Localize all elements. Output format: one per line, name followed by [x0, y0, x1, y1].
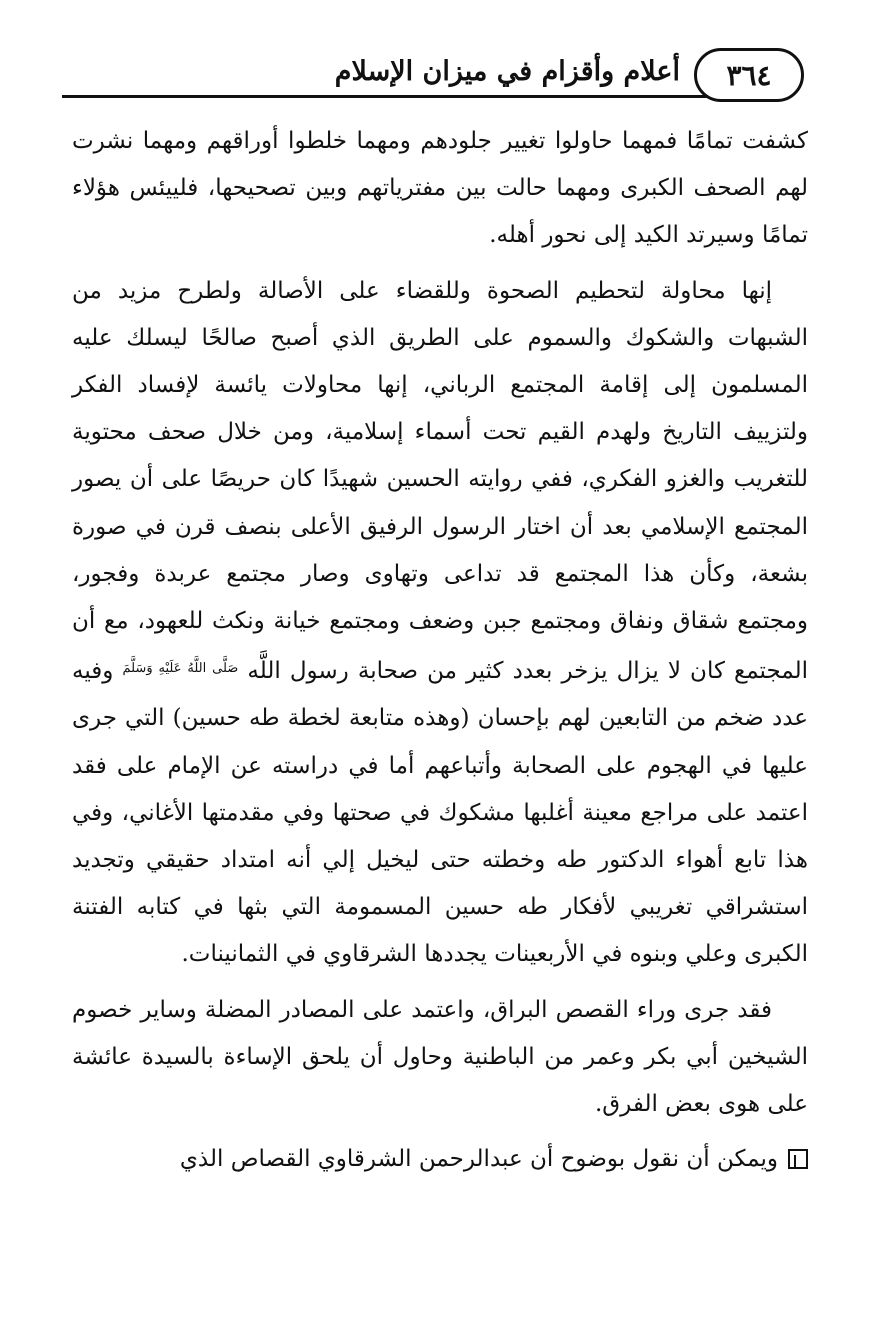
page-number: ٣٦٤ [694, 48, 804, 102]
paragraph-1: كشفت تمامًا فمهما حاولوا تغيير جلودهم ومهما خلطوا أوراقهم ومهما نشرت لهم الصحف الكبرى ومهما حالت بين مفترياتهم وبين تصحيحها، فلييئس هؤلاء تمامًا وسيرتد الكيد إلى نحور أهله. [72, 128, 808, 249]
header-divider [62, 95, 708, 98]
checkbox-icon [788, 1149, 808, 1169]
paragraph-2-text: إنها محاولة لتحطيم الصحوة وللقضاء على الأصالة ولطرح مزيد من الشبهات والشكوك والسموم على الطريق الذي أصبح صالحًا ليسلك عليه المسلمون إلى إقامة المجتمع الرباني، إنها محاولات يائسة لإفساد الفكر ولتزييف التاريخ ولهدم القيم تحت أسماء إسلامية، ومن خلال صحف محتوية للتغريب والغزو الفكري، ففي روايته الحسين شهيدًا كان حريصًا على أن يصور المجتمع الإسلامي بعد أن اختار الرسول الرفيق الأعلى بنصف قرن في صورة بشعة، وكأن هذا المجتمع قد تداعى وتهاوى وصار مجتمع عربدة وفجور، ومجتمع شقاق ونفاق ومجتمع جبن وضعف ومجتمع خيانة ونكث للعهود، مع أن المجتمع كان لا يزال يزخر بعدد كثير من صحابة رسول اللَّه [72, 277, 809, 685]
page-header [62, 40, 804, 102]
text-body [72, 118, 808, 1191]
running-title: أعلام وأقزام في ميزان الإسلام [334, 56, 680, 87]
salutation-mark: صَلَّى اللَّهُ عَلَيْهِ وَسَلَّمَ [122, 661, 239, 677]
paragraph-2-continuation: وفيه عدد ضخم من التابعين لهم بإحسان (وهذه متابعة لخطة طه حسين) التي جرى عليها في الهجوم على الصحابة وأتباعهم أما في دراسته عن الإمام على فقد اعتمد على مراجع معينة أغلبها مشكوك في صحتها وفي مقدمتها الأغاني، وفي هذا تابع أهواء الدكتور طه وخطته حتى ليخيل إلي أنه امتداد حقيقي وتجديد استشراقي تغريبي لأفكار طه حسين المسمومة التي بثها في كتابه الفتنة الكبرى وعلي وبنوه في الأربعينات يجددها الشرقاوي في الثمانينات. [72, 658, 808, 968]
paragraph-3: فقد جرى وراء القصص البراق، واعتمد على المصادر المضلة وساير خصوم الشيخين أبي بكر وعمر من الباطنية وحاول أن يلحق الإساءة بالسيدة عائشة على هوى بعض الفرق. [72, 996, 808, 1118]
paragraph-4-text: ويمكن أن نقول بوضوح أن عبدالرحمن الشرقاوي القصاص الذي [179, 1146, 778, 1173]
paragraph-4 [72, 1136, 808, 1183]
paragraph-2 [72, 268, 808, 979]
